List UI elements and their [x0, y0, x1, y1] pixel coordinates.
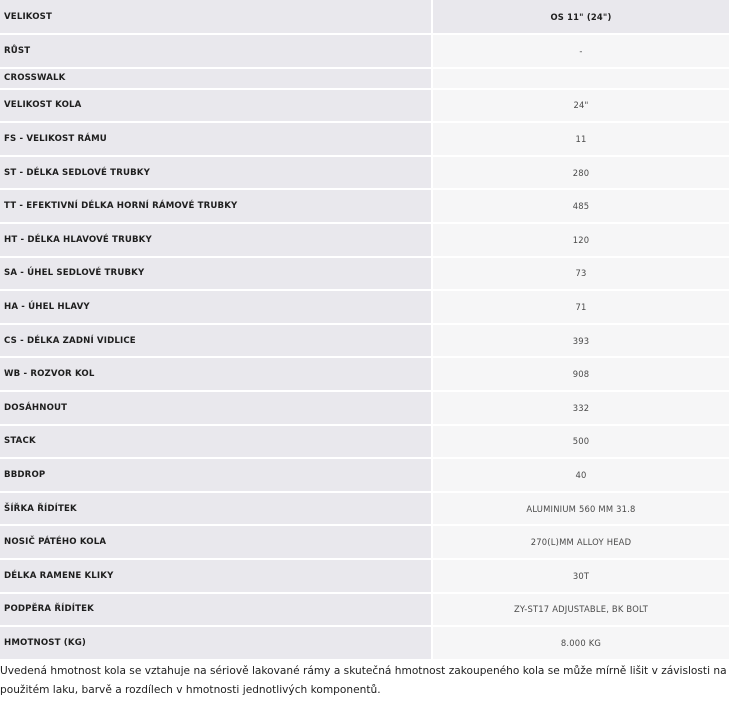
row-label-handlebar-width: ŠÍŘKA ŘÍDÍTEK — [0, 493, 433, 527]
table-row — [0, 627, 729, 661]
row-label-frame-size: FS - VELIKOST RÁMU — [0, 123, 433, 157]
row-value-crosswalk — [433, 69, 729, 90]
table-row — [0, 392, 729, 426]
table-row — [0, 224, 729, 258]
row-label-wheel-size: VELIKOST KOLA — [0, 90, 433, 124]
row-value-bbdrop: 40 — [433, 459, 729, 493]
row-value-head-tube: 120 — [433, 224, 729, 258]
table-header-row — [0, 0, 729, 35]
row-label-weight: HMOTNOST (KG) — [0, 627, 433, 661]
row-value-weight: 8.000 KG — [433, 627, 729, 661]
row-value-fifth-wheel-carrier: 270(L)MM ALLOY HEAD — [433, 526, 729, 560]
table-row — [0, 190, 729, 224]
table-row — [0, 594, 729, 628]
table-row — [0, 358, 729, 392]
row-label-crosswalk: CROSSWALK — [0, 69, 433, 90]
row-value-head-angle: 71 — [433, 291, 729, 325]
weight-disclaimer: Uvedená hmotnost kola se vztahuje na sériově lakované rámy a skutečná hmotnost zakoupeného kola se může mírně lišit v závislosti na použitém laku, barvě a rozdílech v hmotnosti jednotlivých komponentů. — [0, 664, 727, 696]
table-row — [0, 493, 729, 527]
row-label-crank-length: DÉLKA RAMENE KLIKY — [0, 560, 433, 594]
row-label-chainstay: CS - DÉLKA ZADNÍ VIDLICE — [0, 325, 433, 359]
table-row — [0, 291, 729, 325]
row-value-crank-length: 30T — [433, 560, 729, 594]
table-row — [0, 560, 729, 594]
table-row — [0, 526, 729, 560]
row-value-wheel-size: 24" — [433, 90, 729, 124]
table-row — [0, 123, 729, 157]
row-label-head-tube: HT - DÉLKA HLAVOVÉ TRUBKY — [0, 224, 433, 258]
table-row — [0, 90, 729, 124]
row-value-top-tube: 485 — [433, 190, 729, 224]
row-label-seat-tube: ST - DÉLKA SEDLOVÉ TRUBKY — [0, 157, 433, 191]
row-label-bbdrop: BBDROP — [0, 459, 433, 493]
row-label-stem: PODPĚRA ŘÍDÍTEK — [0, 594, 433, 628]
table-row — [0, 258, 729, 292]
row-value-stack: 500 — [433, 426, 729, 460]
row-value-seat-angle: 73 — [433, 258, 729, 292]
size-header-label: VELIKOST — [0, 0, 433, 35]
table-row — [0, 426, 729, 460]
table-row — [0, 325, 729, 359]
row-label-top-tube: TT - EFEKTIVNÍ DÉLKA HORNÍ RÁMOVÉ TRUBKY — [0, 190, 433, 224]
row-label-fifth-wheel-carrier: NOSIČ PÁTÉHO KOLA — [0, 526, 433, 560]
table-row — [0, 459, 729, 493]
row-label-growth: RŮST — [0, 35, 433, 69]
row-value-reach: 332 — [433, 392, 729, 426]
table-row — [0, 157, 729, 191]
size-column-header: OS 11" (24") — [433, 0, 729, 35]
row-value-chainstay: 393 — [433, 325, 729, 359]
row-value-frame-size: 11 — [433, 123, 729, 157]
row-label-stack: STACK — [0, 426, 433, 460]
row-label-reach: DOSÁHNOUT — [0, 392, 433, 426]
row-value-wheelbase: 908 — [433, 358, 729, 392]
row-value-stem: ZY-ST17 ADJUSTABLE, BK BOLT — [433, 594, 729, 628]
table-row — [0, 35, 729, 69]
row-label-wheelbase: WB - ROZVOR KOL — [0, 358, 433, 392]
row-value-seat-tube: 280 — [433, 157, 729, 191]
row-value-growth: - — [433, 35, 729, 69]
row-value-handlebar-width: ALUMINIUM 560 MM 31.8 — [433, 493, 729, 527]
table-row — [0, 69, 729, 90]
row-label-seat-angle: SA - ÚHEL SEDLOVÉ TRUBKY — [0, 258, 433, 292]
row-label-head-angle: HA - ÚHEL HLAVY — [0, 291, 433, 325]
